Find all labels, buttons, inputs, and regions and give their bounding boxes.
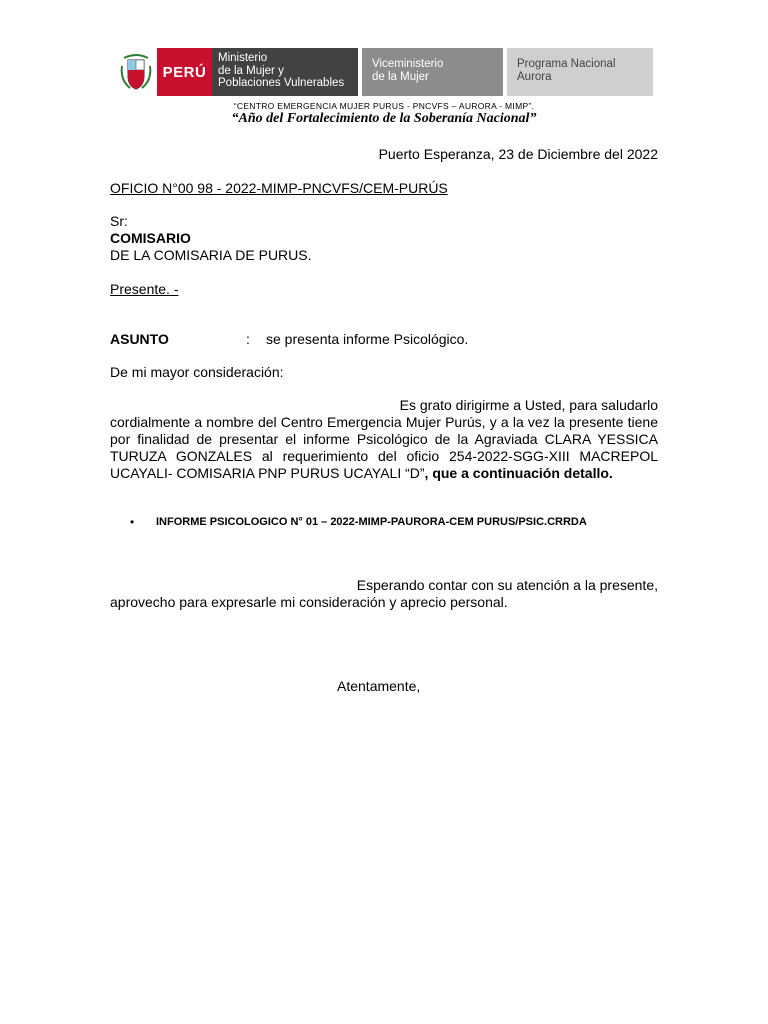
center-name: “CENTRO EMERGENCIA MUJER PURUS - PNCVFS – AURORA - MIMP”.	[233, 101, 535, 111]
asunto-text: se presenta informe Psicológico.	[266, 331, 469, 347]
presente: Presente. -	[110, 281, 179, 297]
bullet-text: INFORME PSICOLOGICO N° 01 – 2022-MIMP-PAURORA-CEM PURUS/PSIC.CRRDA	[156, 516, 587, 528]
asunto-label: ASUNTO	[110, 331, 169, 347]
recipient-office: DE LA COMISARIA DE PURUS.	[110, 247, 312, 263]
recipient-salutation: Sr:	[110, 213, 128, 229]
closing-paragraph	[110, 577, 658, 611]
program-logo: Programa Nacional Aurora	[503, 48, 653, 96]
peru-logo: PERÚ	[157, 48, 212, 96]
oficio-number: OFICIO N°00 98 - 2022-MIMP-PNCVFS/CEM-PURÚS	[110, 180, 448, 196]
year-motto: “Año del Fortalecimiento de la Soberanía Nacional”	[231, 111, 537, 126]
body-text: cordialmente a nombre del Centro Emergencia Mujer Purús, y a la vez la presente tiene por finalidad de presentar el informe Psicológico de la Agraviada CLARA YESSICA TURUZA GONZALES al requerimiento del oficio 254-2022-SGG-XIII MACREPOL UCAYALI- COMISARIA PNP PURUS UCAYALI “D”	[110, 414, 658, 481]
bullet-icon: •	[130, 515, 135, 529]
body-bold-tail: , que a continuación detallo.	[424, 465, 613, 481]
institution-header	[115, 48, 653, 96]
body-paragraph	[110, 397, 658, 482]
closing-text: aprovecho para expresarle mi consideración y aprecio personal.	[110, 594, 508, 610]
recipient-title: COMISARIO	[110, 230, 191, 246]
national-seal-icon	[115, 48, 157, 96]
body-lead: Es grato dirigirme a Usted, para saludarlo	[399, 397, 658, 413]
ministry-logo: Ministerio de la Mujer y Poblaciones Vulnerables	[212, 48, 358, 96]
asunto-colon: :	[246, 331, 250, 347]
closing-lead: Esperando contar con su atención a la presente,	[356, 577, 658, 593]
list-item	[130, 515, 658, 530]
viceministry-logo: Viceministerio de la Mujer	[358, 48, 503, 96]
greeting: De mi mayor consideración:	[110, 364, 284, 380]
place-date: Puerto Esperanza, 23 de Diciembre del 2022	[378, 146, 658, 162]
signoff: Atentamente,	[337, 678, 421, 694]
